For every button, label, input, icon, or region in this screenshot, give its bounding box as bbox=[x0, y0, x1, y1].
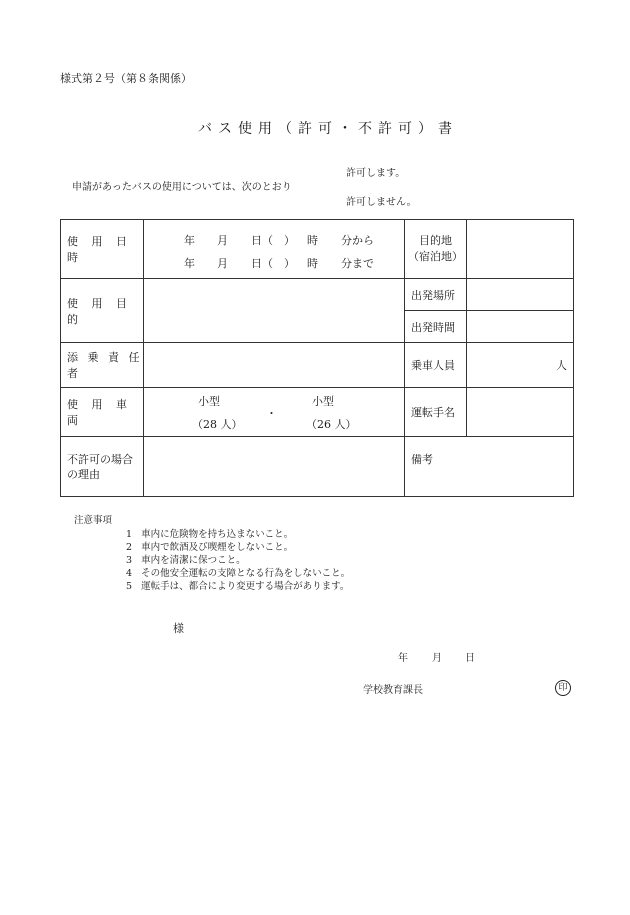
note-text: 車内で飲酒及び喫煙をしないこと。 bbox=[141, 542, 294, 553]
escort-field[interactable] bbox=[144, 343, 405, 388]
addressee-suffix: 様 bbox=[173, 622, 184, 635]
note-item bbox=[126, 552, 246, 566]
document-title: バス使用（許可・不許可）書 bbox=[198, 121, 458, 137]
date-from-day: 日（ ） bbox=[251, 234, 295, 247]
notes-heading: 注意事項 bbox=[74, 515, 113, 526]
date-from-hour: 時 bbox=[307, 234, 318, 247]
vehicle-option-2-capacity: （26 人） bbox=[306, 418, 357, 431]
date-to-minute: 分まで bbox=[341, 257, 374, 270]
intro-text: 申請があったバスの使用については、次のとおり bbox=[72, 182, 292, 193]
passengers-unit: 人 bbox=[556, 359, 567, 372]
reason-label-line1: 不許可の場合 bbox=[67, 452, 133, 466]
vehicle-separator: ・ bbox=[266, 407, 277, 420]
note-number: 3 bbox=[126, 555, 133, 566]
note-text: その他安全運転の支障となる行為をしないこと。 bbox=[141, 568, 351, 579]
issue-date-day: 日 bbox=[465, 653, 475, 664]
vehicle-option-1-capacity: （28 人） bbox=[192, 418, 243, 431]
driver-field[interactable] bbox=[467, 388, 574, 437]
date-to-hour: 時 bbox=[307, 257, 318, 270]
destination-label-line2: （宿泊地） bbox=[408, 250, 463, 263]
date-to-year: 年 bbox=[184, 257, 195, 270]
destination-field[interactable] bbox=[467, 220, 574, 279]
purpose-label: 使 用 目 的 bbox=[61, 279, 144, 343]
seal-mark: 印 bbox=[555, 680, 571, 696]
reason-field[interactable] bbox=[144, 437, 405, 497]
remarks-label: 備考 bbox=[411, 453, 433, 466]
escort-label: 添 乗 責 任 者 bbox=[61, 343, 144, 388]
date-from-year: 年 bbox=[184, 234, 195, 247]
departure-place-field[interactable] bbox=[467, 279, 574, 311]
passengers-label: 乗車人員 bbox=[405, 343, 467, 388]
date-field[interactable] bbox=[144, 220, 405, 279]
destination-label bbox=[405, 220, 467, 279]
note-text: 運転手は、都合により変更する場合があります。 bbox=[141, 581, 350, 592]
vehicle-option-2-type: 小型 bbox=[312, 395, 334, 408]
destination-label-line1: 目的地 bbox=[419, 234, 452, 247]
note-number: 5 bbox=[126, 581, 133, 592]
reason-label bbox=[61, 437, 144, 497]
note-item bbox=[126, 565, 350, 579]
note-text: 車内を清潔に保つこと。 bbox=[141, 555, 246, 566]
date-to-month: 月 bbox=[217, 257, 228, 270]
note-item bbox=[126, 539, 293, 553]
note-item bbox=[126, 526, 293, 540]
departure-time-field[interactable] bbox=[467, 311, 574, 343]
driver-label: 運転手名 bbox=[405, 388, 467, 437]
date-from-month: 月 bbox=[217, 234, 228, 247]
option-deny: 許可しません。 bbox=[346, 197, 417, 208]
note-number: 4 bbox=[126, 568, 133, 579]
vehicle-field[interactable] bbox=[144, 388, 405, 437]
vehicle-label: 使 用 車 両 bbox=[61, 388, 144, 437]
issuer-title: 学校教育課長 bbox=[363, 685, 423, 696]
departure-place-label: 出発場所 bbox=[405, 279, 467, 311]
purpose-field[interactable] bbox=[144, 279, 405, 343]
date-from-minute: 分から bbox=[341, 234, 374, 247]
issue-date-month: 月 bbox=[432, 653, 442, 664]
note-number: 1 bbox=[126, 529, 133, 540]
issue-date-year: 年 bbox=[398, 653, 408, 664]
passengers-field[interactable] bbox=[467, 343, 574, 388]
note-item bbox=[126, 578, 349, 592]
option-permit: 許可します。 bbox=[346, 168, 406, 179]
date-to-day: 日（ ） bbox=[251, 257, 295, 270]
vehicle-option-1-type: 小型 bbox=[198, 395, 220, 408]
form-number: 様式第２号（第８条関係） bbox=[60, 72, 192, 85]
note-number: 2 bbox=[126, 542, 133, 553]
reason-label-line2: の理由 bbox=[67, 467, 100, 481]
application-table bbox=[60, 219, 574, 497]
remarks-field[interactable] bbox=[405, 437, 574, 497]
departure-time-label: 出発時間 bbox=[405, 311, 467, 343]
note-text: 車内に危険物を持ち込まないこと。 bbox=[141, 529, 294, 540]
date-label: 使 用 日 時 bbox=[61, 220, 144, 279]
